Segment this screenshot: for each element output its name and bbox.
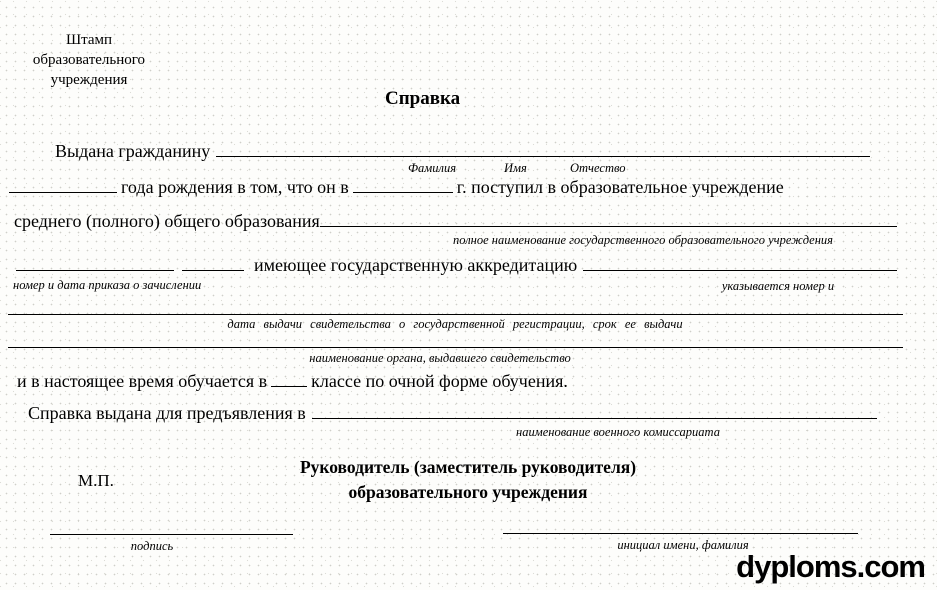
study-row xyxy=(17,370,568,392)
name-blank-line xyxy=(503,533,858,534)
caption-accreditation-number: указывается номер и xyxy=(721,279,835,293)
stamp-line-3: учреждения xyxy=(50,72,128,88)
study-line-text-2: классе по очной форме обучения. xyxy=(311,371,568,391)
caption-authority: наименование органа, выдавшего свидетельство xyxy=(309,351,571,365)
director-title-block xyxy=(300,455,636,505)
caption-registration: дата выдачи свидетельства о государственной регистрации, срок ее выдачи xyxy=(227,317,683,331)
birth-year-blank xyxy=(9,192,117,193)
class-number-blank xyxy=(271,386,307,387)
enroll-line-text: г. поступил в образовательное учреждение xyxy=(456,177,784,197)
education-row xyxy=(14,210,897,232)
watermark-text: dyploms.com xyxy=(736,549,925,584)
stamp-line-2: образовательного xyxy=(32,52,146,68)
director-title-line-1: Руководитель (заместитель руководителя) xyxy=(299,457,637,477)
caption-surname: Фамилия xyxy=(408,161,457,175)
caption-patronymic: Отчество xyxy=(570,161,626,175)
study-line-text-1: и в настоящее время обучается в xyxy=(17,371,268,391)
issued-to-row xyxy=(55,140,870,162)
accreditation-number-blank-line xyxy=(583,270,897,271)
registration-blank-line xyxy=(8,314,903,315)
enroll-year-blank xyxy=(353,192,453,193)
birth-year-row xyxy=(5,176,784,198)
stamp-place-label: М.П. xyxy=(78,471,114,490)
caption-signature: подпись xyxy=(130,539,174,553)
caption-commissariat: наименование военного комиссариата xyxy=(516,425,720,439)
education-label: среднего (полного) общего образования xyxy=(14,211,320,231)
accreditation-row xyxy=(16,254,897,276)
stamp-block xyxy=(18,30,160,90)
accreditation-label: имеющее государственную аккредитацию xyxy=(254,255,578,275)
full-name-blank-line xyxy=(216,156,870,157)
commissariat-blank-line xyxy=(312,418,877,419)
issued-to-label: Выдана гражданину xyxy=(55,141,211,161)
caption-initials-name: инициал имени, фамилия xyxy=(617,538,749,552)
stamp-line-1: Штамп xyxy=(65,32,113,48)
enroll-order-blank-1 xyxy=(16,270,174,271)
caption-institution-name: полное наименование государственного образовательного учреждения xyxy=(453,233,833,247)
presented-row xyxy=(28,402,877,424)
authority-blank-line xyxy=(8,347,903,348)
enroll-order-blank-2 xyxy=(182,270,244,271)
director-title-line-2: образовательного учреждения xyxy=(348,482,588,502)
birth-line-text: года рождения в том, что он в xyxy=(121,177,349,197)
presented-label: Справка выдана для предъявления в xyxy=(28,403,306,423)
institution-name-blank-line xyxy=(320,226,897,227)
document-title: Справка xyxy=(385,88,461,109)
signature-blank-line xyxy=(50,534,293,535)
caption-enroll-order: номер и дата приказа о зачислении xyxy=(13,278,202,292)
caption-name: Имя xyxy=(504,161,527,175)
